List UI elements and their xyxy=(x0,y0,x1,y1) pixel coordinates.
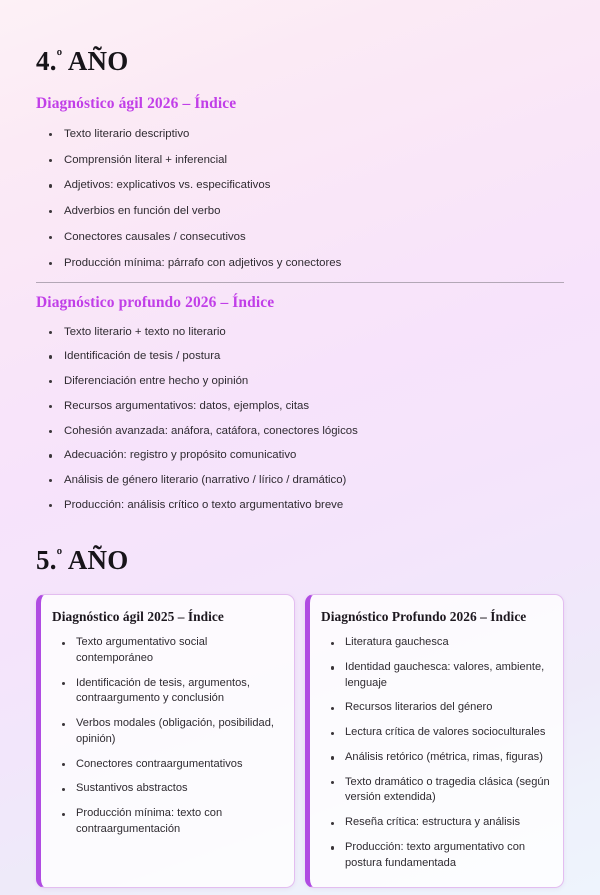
list-item: Diferenciación entre hecho y opinión xyxy=(36,374,564,389)
year-5-title-ordinal: º xyxy=(56,545,63,565)
list-item: Literatura gauchesca xyxy=(321,635,550,651)
list-diagnostico-profundo-2026 xyxy=(36,325,564,514)
year-4-title-ordinal: º xyxy=(56,46,63,66)
list-item: Conectores causales / consecutivos xyxy=(36,230,564,245)
list-item: Adjetivos: explicativos vs. especificativos xyxy=(36,178,564,193)
year-5-title-number: 5. xyxy=(36,545,57,576)
list-item: Texto literario + texto no literario xyxy=(36,325,564,340)
document-page xyxy=(0,18,600,895)
list-item: Texto argumentativo social contemporáneo xyxy=(52,635,281,667)
heading-diagnostico-agil-2026: Diagnóstico ágil 2026 – Índice xyxy=(36,94,237,112)
card-diagnostico-agil-2025 xyxy=(36,594,295,888)
list-item: Verbos modales (obligación, posibilidad, opinión) xyxy=(52,716,281,748)
year-4-title xyxy=(36,18,564,77)
list-item: Análisis retórico (métrica, rimas, figuras) xyxy=(321,750,550,766)
year-5-card-row xyxy=(36,594,564,888)
list-item: Recursos literarios del género xyxy=(321,700,550,716)
section-divider xyxy=(36,282,564,283)
year-4-title-word: AÑO xyxy=(67,46,129,77)
year-4-title-number: 4. xyxy=(36,46,57,77)
list-diagnostico-agil-2026 xyxy=(36,127,564,271)
list-item: Adecuación: registro y propósito comunicativo xyxy=(36,448,564,463)
heading-diagnostico-profundo-2026: Diagnóstico profundo 2026 – Índice xyxy=(36,293,275,311)
list-item: Texto literario descriptivo xyxy=(36,127,564,142)
list-item: Producción: análisis crítico o texto argumentativo breve xyxy=(36,498,564,513)
list-item: Comprensión literal + inferencial xyxy=(36,153,564,168)
list-item: Producción mínima: párrafo con adjetivos y conectores xyxy=(36,256,564,271)
card-diagnostico-profundo-2026 xyxy=(305,594,564,888)
list-item: Producción: texto argumentativo con postura fundamentada xyxy=(321,840,550,872)
list-diagnostico-agil-2025 xyxy=(52,635,281,838)
list-item: Conectores contraargumentativos xyxy=(52,757,281,773)
list-item: Adverbios en función del verbo xyxy=(36,204,564,219)
list-item: Identificación de tesis, argumentos, contraargumento y conclusión xyxy=(52,676,281,708)
card-title: Diagnóstico Profundo 2026 – Índice xyxy=(321,609,527,625)
year-5-title xyxy=(36,531,564,576)
list-item: Identidad gauchesca: valores, ambiente, lenguaje xyxy=(321,660,550,692)
list-item: Cohesión avanzada: anáfora, catáfora, conectores lógicos xyxy=(36,424,564,439)
list-item: Producción mínima: texto con contraargumentación xyxy=(52,806,281,838)
list-item: Análisis de género literario (narrativo / lírico / dramático) xyxy=(36,473,564,488)
list-diagnostico-profundo-2026-year5 xyxy=(321,635,550,871)
list-item: Lectura crítica de valores socioculturales xyxy=(321,725,550,741)
list-item: Identificación de tesis / postura xyxy=(36,349,564,364)
list-item: Sustantivos abstractos xyxy=(52,781,281,797)
list-item: Reseña crítica: estructura y análisis xyxy=(321,815,550,831)
card-title: Diagnóstico ágil 2025 – Índice xyxy=(52,609,224,625)
list-item: Texto dramático o tragedia clásica (según versión extendida) xyxy=(321,775,550,807)
list-item: Recursos argumentativos: datos, ejemplos, citas xyxy=(36,399,564,414)
year-5-title-word: AÑO xyxy=(67,545,129,576)
